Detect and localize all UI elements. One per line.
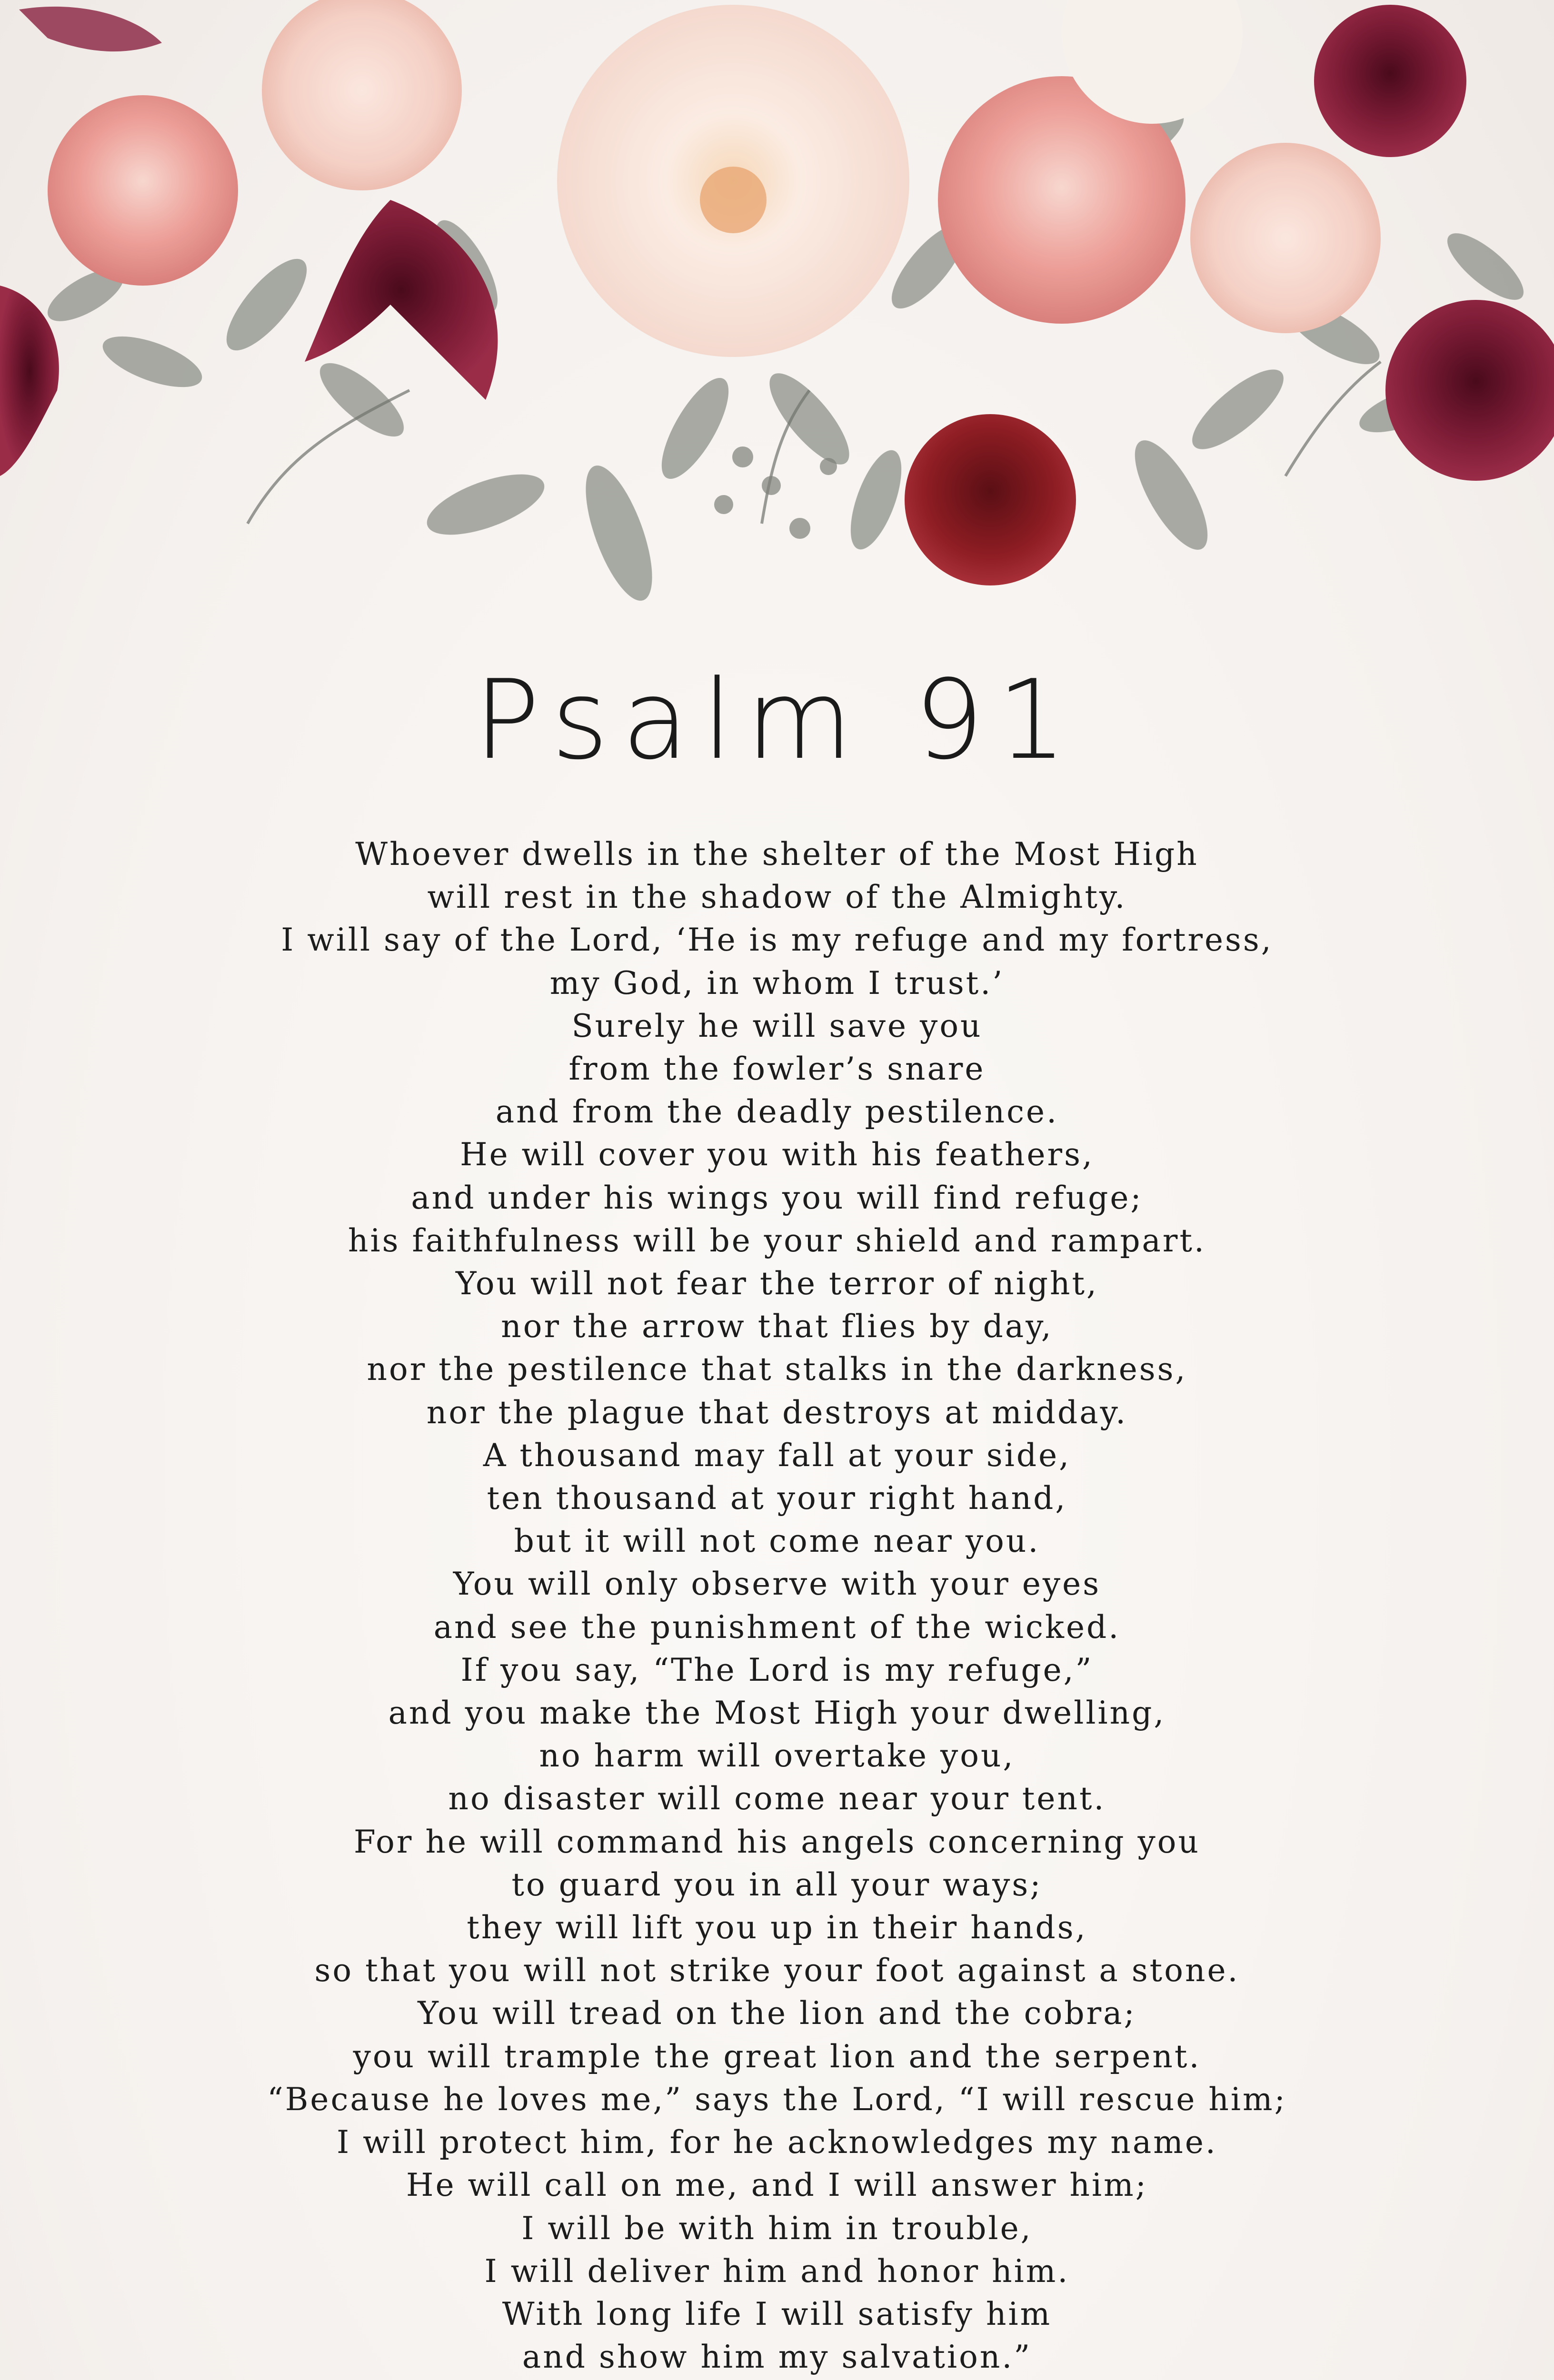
- verse-line: I will be with him in trouble,: [521, 2210, 1033, 2247]
- verse-line: You will only observe with your eyes: [453, 1566, 1101, 1603]
- verse-line: and show him my salvation.”: [522, 2339, 1032, 2376]
- verse-line: so that you will not strike your foot against a stone.: [314, 1952, 1240, 1989]
- verse-line: nor the plague that destroys at midday.: [426, 1394, 1128, 1431]
- verse-line: they will lift you up in their hands,: [467, 1909, 1087, 1946]
- verse-line: With long life I will satisfy him: [502, 2295, 1052, 2332]
- verse-line: from the fowler’s snare: [568, 1051, 986, 1088]
- verse-line: He will cover you with his feathers,: [460, 1136, 1094, 1173]
- verse-line: no disaster will come near your tent.: [448, 1780, 1106, 1817]
- verse-line: and you make the Most High your dwelling,: [388, 1695, 1166, 1732]
- verse-line: will rest in the shadow of the Almighty.: [427, 879, 1127, 916]
- verse-line: I will protect him, for he acknowledges my name.: [337, 2124, 1217, 2161]
- verse-line: you will trample the great lion and the serpent.: [353, 2038, 1201, 2075]
- verse-line: no harm will overtake you,: [539, 1737, 1015, 1775]
- floral-border-illustration: [0, 0, 1554, 619]
- verse-line: I will say of the Lord, ‘He is my refuge and my fortress,: [281, 922, 1273, 959]
- verse-line: You will tread on the lion and the cobra;: [418, 1995, 1136, 2032]
- verse-line: and from the deadly pestilence.: [495, 1093, 1059, 1130]
- verse-line: ten thousand at your right hand,: [487, 1480, 1067, 1517]
- verse-line: and see the punishment of the wicked.: [433, 1608, 1121, 1646]
- verse-line: nor the arrow that flies by day,: [501, 1308, 1053, 1345]
- verse-line: I will deliver him and honor him.: [484, 2252, 1070, 2290]
- verse-line: He will call on me, and I will answer him;: [406, 2167, 1148, 2204]
- verse-line: You will not fear the terror of night,: [456, 1265, 1098, 1302]
- verse-line: A thousand may fall at your side,: [483, 1437, 1071, 1474]
- verse-line: but it will not come near you.: [514, 1523, 1040, 1560]
- verse-line: “Because he loves me,” says the Lord, “I will rescue him;: [267, 2081, 1287, 2118]
- verse-line: and under his wings you will find refuge;: [411, 1179, 1143, 1216]
- verse-line: For he will command his angels concerning you: [354, 1823, 1200, 1860]
- verse-line: nor the pestilence that stalks in the darkness,: [367, 1351, 1187, 1388]
- verse-line: to guard you in all your ways;: [511, 1866, 1043, 1903]
- psalm-text: [0, 833, 1554, 2379]
- verse-line: his faithfulness will be your shield and rampart.: [348, 1222, 1206, 1259]
- verse-line: my God, in whom I trust.’: [549, 964, 1005, 1002]
- verse-line: If you say, “The Lord is my refuge,”: [460, 1651, 1094, 1688]
- verse-line: Surely he will save you: [571, 1007, 983, 1044]
- page-title: Psalm 91: [474, 657, 1080, 784]
- verse-line: Whoever dwells in the shelter of the Most High: [355, 836, 1199, 873]
